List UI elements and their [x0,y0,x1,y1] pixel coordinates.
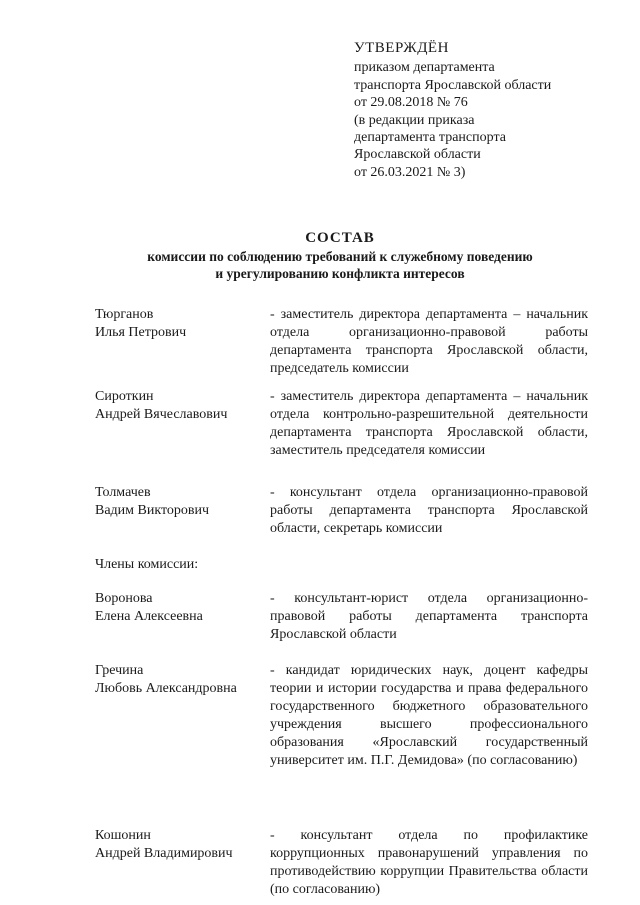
person-name [95,590,270,662]
person-given-name: Андрей Вячеславович [95,407,228,422]
person-name [95,388,270,484]
person-role: - консультант отдела организационно-правовой работы департамента транспорта Ярославской области, секретарь комиссии [270,485,588,536]
committee-list [95,306,615,899]
approval-line: приказом департамента [354,60,495,76]
approval-heading: УТВЕРЖДЁН [354,40,449,56]
committee-member [95,827,615,899]
person-given-name: Андрей Владимирович [95,846,233,861]
person-name [95,662,270,827]
person-role: - консультант-юрист отдела организационно-правовой работы департамента транспорта Ярославской области [270,591,588,642]
committee-entry-secretary [95,484,615,556]
approval-line: от 26.03.2021 № 3) [354,164,466,180]
committee-entry-vice-chair [95,388,615,484]
members-label: Члены комиссии: [95,557,199,572]
committee-entry-chair [95,306,615,388]
person-role: - консультант отдела по профилактике коррупционных правонарушений управления по противодействию коррупции Правительства области (по согласованию) [270,828,588,897]
person-given-name: Илья Петрович [95,325,187,340]
person-surname: Тюрганов [95,307,154,322]
approval-line: департамента транспорта [354,130,506,146]
title-main: СОСТАВ [305,230,375,246]
person-given-name: Вадим Викторович [95,503,210,518]
title-subtitle-line: комиссии по соблюдению требований к служебному поведению [147,249,533,264]
approval-line: транспорта Ярославской области [354,77,552,93]
person-given-name: Любовь Александровна [95,681,237,696]
title-subtitle-line: и урегулированию конфликта интересов [215,266,465,281]
person-name [95,306,270,388]
person-surname: Воронова [95,591,153,606]
committee-member [95,590,615,662]
approval-line: Ярославской области [354,147,481,163]
person-surname: Толмачев [95,485,151,500]
document-title [60,228,620,282]
person-name [95,484,270,556]
committee-member [95,662,615,827]
person-name [95,827,270,899]
person-role: - заместитель директора департамента – начальник отдела контрольно-разрешительной деятельности департамента транспорта Ярославской области, заместитель председателя комиссии [270,389,588,458]
approval-stamp [354,40,624,181]
approval-line: от 29.08.2018 № 76 [354,95,468,111]
person-role: - заместитель директора департамента – начальник отдела организационно-правовой работы департамента транспорта Ярославской области, председатель комиссии [270,307,588,376]
person-given-name: Елена Алексеевна [95,609,203,624]
person-surname: Сироткин [95,389,154,404]
person-surname: Кошонин [95,828,151,843]
approval-line: (в редакции приказа [354,112,475,128]
person-role: - кандидат юридических наук, доцент кафедры теории и истории государства и права федерального государственного бюджетного образовательного учреждения высшего профессионального образования «Ярославский государственный университет им. П.Г. Демидова» (по согласованию) [270,663,588,768]
person-surname: Гречина [95,663,144,678]
